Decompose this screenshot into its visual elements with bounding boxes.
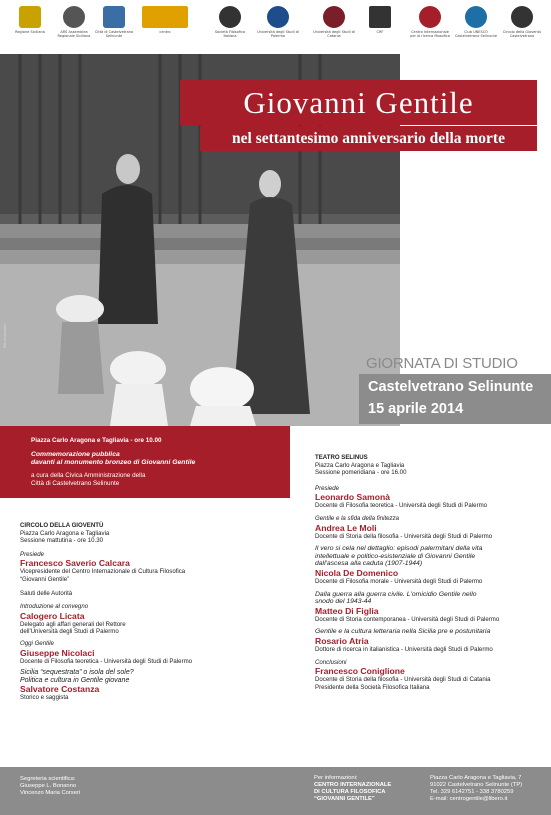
talk-topic: Oggi Gentile <box>20 639 54 647</box>
page-subtitle: nel settantesimo anniversario della morte <box>232 130 505 147</box>
logo-regione-siciliana <box>8 6 52 34</box>
speaker-role: Presidente della Società Filosofica Italiana <box>315 683 430 691</box>
talk-topic: Sicilia “sequestrata” o isola del sole? <box>20 669 134 677</box>
photo-credit: Foto di repertorio <box>3 324 7 349</box>
secretary-name: Giuseppe L. Bonanno <box>20 783 77 789</box>
greetings: Saluti delle Autorità <box>20 589 73 597</box>
logo-caption: Università degli Studi di Palermo <box>257 30 299 38</box>
speaker-role: Vicepresidente del Centro Internazionale di Cultura Filosofica <box>20 568 186 576</box>
contact-address: Piazza Carlo Aragona e Tagliavia, 7 <box>430 775 522 781</box>
speaker-name: Salvatore Costanza <box>20 684 100 695</box>
opening-line1: Commemorazione pubblica <box>31 451 120 458</box>
logo-caption: Università degli Studi di Catania <box>313 30 355 38</box>
speaker-name: Giuseppe Nicolaci <box>20 647 95 658</box>
logo-crf <box>358 6 402 34</box>
logo-caption: Circolo della Gioventù Castelvetrano <box>502 30 542 38</box>
info-label: Per informazioni: <box>314 775 358 781</box>
speaker-role: Dottore di ricerca in italianistica - Università degli Studi di Palermo <box>315 645 493 653</box>
speaker-role: Storico e saggista <box>20 694 69 702</box>
speaker-name: Andrea Le Moli <box>315 522 377 533</box>
logo-castelvetrano <box>92 6 136 38</box>
speaker-name: Calogero Licata <box>20 610 85 621</box>
title-banner <box>180 80 537 125</box>
afternoon-program <box>315 454 551 691</box>
speaker-role: Docente di Storia della filosofia - Università degli Studi di Palermo <box>315 532 493 540</box>
speaker-role: Docente di Filosofia teoretica - Università degli Studi di Palermo <box>315 502 488 510</box>
afternoon-address: Piazza Carlo Aragona e Tagliavia <box>315 461 405 469</box>
logo-unict <box>312 6 356 38</box>
logo-sfi <box>208 6 252 38</box>
opening-line2: davanti al monumento bronzeo di Giovanni Gentile <box>31 459 196 466</box>
speaker-name: Leonardo Samonà <box>315 492 390 503</box>
info-org: CENTRO INTERNAZIONALE <box>314 782 392 788</box>
logo-caption: Società Filosofica Italiana <box>214 30 246 38</box>
opening-place-time: Piazza Carlo Aragona e Tagliavia - ore 10.00 <box>31 437 162 444</box>
logo-centro-ricerca <box>408 6 452 38</box>
unesco-logo-icon <box>465 6 487 28</box>
unict-seal-icon <box>323 6 345 28</box>
circolo-emblem-icon <box>511 6 533 28</box>
event-date: 15 aprile 2014 <box>368 401 464 417</box>
opening-line3: a cura della Civica Amministrazione della <box>31 472 146 479</box>
conclusioni-label: Conclusioni <box>315 658 347 666</box>
talk-topic: intellettuale e politico-esistenziale di Giovanni Gentile <box>315 552 476 560</box>
morning-venue: CIRCOLO DELLA GIOVENTÙ <box>20 522 104 529</box>
logo-caption: ARS Assemblea Regionale Siciliana <box>57 30 91 38</box>
footer-secretary <box>20 776 80 797</box>
regione-emblem-icon <box>19 6 41 28</box>
speaker-role: Docente di Storia della filosofia - Università degli Studi di Catania <box>315 676 491 684</box>
contact-address: 91022 Castelvetrano Selinunte (TP) <box>430 782 523 788</box>
morning-opening-box <box>0 426 290 498</box>
logo-caption: Club UNESCO Castelvetrano Selinunte <box>454 30 498 38</box>
speaker-role: Docente di Filosofia morale - Università degli Studi di Palermo <box>315 577 483 585</box>
event-city: Castelvetrano Selinunte <box>368 379 534 395</box>
speaker-role: “Giovanni Gentile” <box>20 575 70 583</box>
afternoon-venue: TEATRO SELINUS <box>315 454 368 461</box>
morning-program <box>20 522 290 702</box>
subtitle-banner <box>200 126 537 151</box>
crf-logo-icon <box>369 6 391 28</box>
presiede-label: Presiede <box>20 550 45 558</box>
logo-centro <box>140 6 190 34</box>
unipa-seal-icon <box>267 6 289 28</box>
page-title: Giovanni Gentile <box>243 85 474 120</box>
logo-caption: Centro Internazionale per la ricerca filosofica <box>410 30 450 38</box>
contact-email[interactable]: E-mail: centrogentile@libero.it <box>430 796 508 802</box>
logo-ars <box>52 6 96 38</box>
speaker-name: Nicola De Domenico <box>315 567 399 578</box>
afternoon-session: Sessione pomeridiana - ore 16.00 <box>315 469 407 477</box>
sponsor-logo-strip <box>0 0 551 52</box>
morning-session: Sessione mattutina - ore 10.30 <box>20 537 103 545</box>
speaker-name: Francesco Saverio Calcara <box>20 558 130 569</box>
event-label: GIORNATA DI STUDIO <box>366 355 518 372</box>
logo-unipa <box>256 6 300 38</box>
talk-topic: Introduzione al convegno <box>20 603 89 611</box>
footer <box>0 767 551 815</box>
info-org: “GIOVANNI GENTILE” <box>314 796 375 802</box>
speaker-name: Rosario Atria <box>315 635 369 646</box>
talk-topic: Il vero si cela nel dettaglio: episodi palermitani della vita <box>315 545 483 553</box>
footer-contact <box>430 775 522 803</box>
logo-unesco <box>454 6 498 38</box>
sfi-emblem-icon <box>219 6 241 28</box>
logo-circolo <box>500 6 544 38</box>
morning-address: Piazza Carlo Aragona e Tagliavia <box>20 529 110 537</box>
opening-line4: Città di Castelvetrano Selinunte <box>31 480 120 487</box>
info-org: DI CULTURA FILOSOFICA <box>314 789 386 795</box>
logo-caption: Regione Siciliana <box>15 30 45 34</box>
logo-caption: CRF <box>376 30 384 34</box>
centro-ricerca-seal-icon <box>419 6 441 28</box>
speaker-name: Francesco Coniglione <box>315 666 405 677</box>
presiede-label: Presiede <box>315 484 340 492</box>
logo-caption: Città di Castelvetrano Selinunte <box>94 30 134 38</box>
secretary-label: Segreteria scientifica: <box>20 776 76 782</box>
logo-caption: centro <box>159 30 171 34</box>
secretary-name: Vincenzo Maria Corseri <box>20 790 81 796</box>
talk-topic: Gentile e la cultura letteraria nella Sicilia pre e postunitaria <box>315 628 491 636</box>
talk-topic: snodo del 1943-44 <box>315 598 372 606</box>
talk-topic: Politica e cultura in Gentile giovane <box>20 676 130 684</box>
speaker-name: Matteo Di Figlia <box>315 605 379 616</box>
footer-info <box>314 775 391 803</box>
speaker-role: Docente di Filosofia teoretica - Università degli Studi di Palermo <box>20 657 193 665</box>
speaker-role: dell'Università degli Studi di Palermo <box>20 628 119 636</box>
city-crest-icon <box>103 6 125 28</box>
ars-emblem-icon <box>63 6 85 28</box>
centro-logo-icon <box>142 6 188 28</box>
speaker-role: Docente di Storia contemporanea - Università degli Studi di Palermo <box>315 615 500 623</box>
contact-phone: Tel. 329 6142751 - 338 3780259 <box>430 789 514 795</box>
speaker-role: Delegato agli affari generali del Rettore <box>20 620 126 628</box>
talk-topic: dall'ascesa alla caduta (1907-1944) <box>315 560 423 568</box>
talk-topic: Dalla guerra alla guerra civile. L'omicidio Gentile nello <box>315 590 477 598</box>
talk-topic: Gentile e la sfida della finitezza <box>315 514 400 522</box>
event-place-box <box>359 374 551 424</box>
